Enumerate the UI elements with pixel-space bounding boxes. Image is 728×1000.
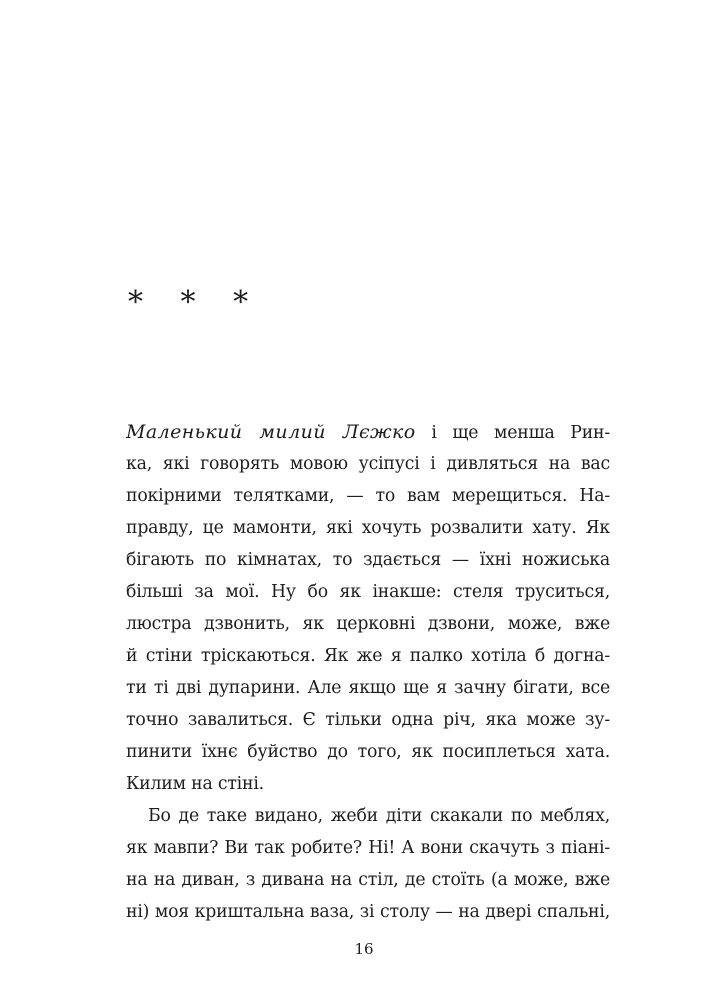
text-line: ти ті дві дупарини. Але якщо ще я зачну бігати, все	[126, 678, 610, 698]
script-lead: Маленький милий Лєжко	[126, 421, 416, 443]
text-line: Килим на стіні.	[126, 774, 264, 794]
text-line: на на диван, з дивана на стіл, де стоїть (а може, вже	[126, 870, 610, 890]
text-line: покірними телятками, — то вам мерещиться. На-	[126, 486, 610, 506]
text-line: люстра дзвонить, як церковні дзвони, може, вже	[126, 614, 610, 634]
text-line	[126, 416, 610, 448]
text-line: більші за мої. Ну бо як інакше: стеля труситься,	[126, 582, 610, 602]
line-rest: і ще менша Рин-	[415, 423, 610, 443]
text-line: правду, це мамонти, які хочуть розвалити хату. Як	[126, 518, 610, 538]
text-line: пинити їхнє буйство до того, як посиплеться хата.	[126, 742, 610, 762]
text-line: ні) моя криштальна ваза, зі столу — на двері спальні,	[126, 902, 610, 922]
text-line: точно завалиться. Є тільки одна річ, яка може зу-	[126, 710, 610, 730]
text-line: Бо де таке видано, жеби діти скакали по меблях,	[148, 806, 610, 826]
page-number: 16	[354, 940, 374, 958]
body-text	[126, 416, 610, 928]
text-line: бігають по кімнатах, то здається — їхні ножиська	[126, 550, 610, 570]
section-separator: * * *	[128, 285, 263, 320]
text-line: як мавпи? Ви так робите? Ні! А вони скачуть з піані-	[126, 838, 610, 858]
text-line: ка, які говорять мовою усіпусі і дивляться на вас	[126, 454, 610, 474]
text-line: й стіни тріскаються. Як же я палко хотіла б догна-	[126, 646, 610, 666]
